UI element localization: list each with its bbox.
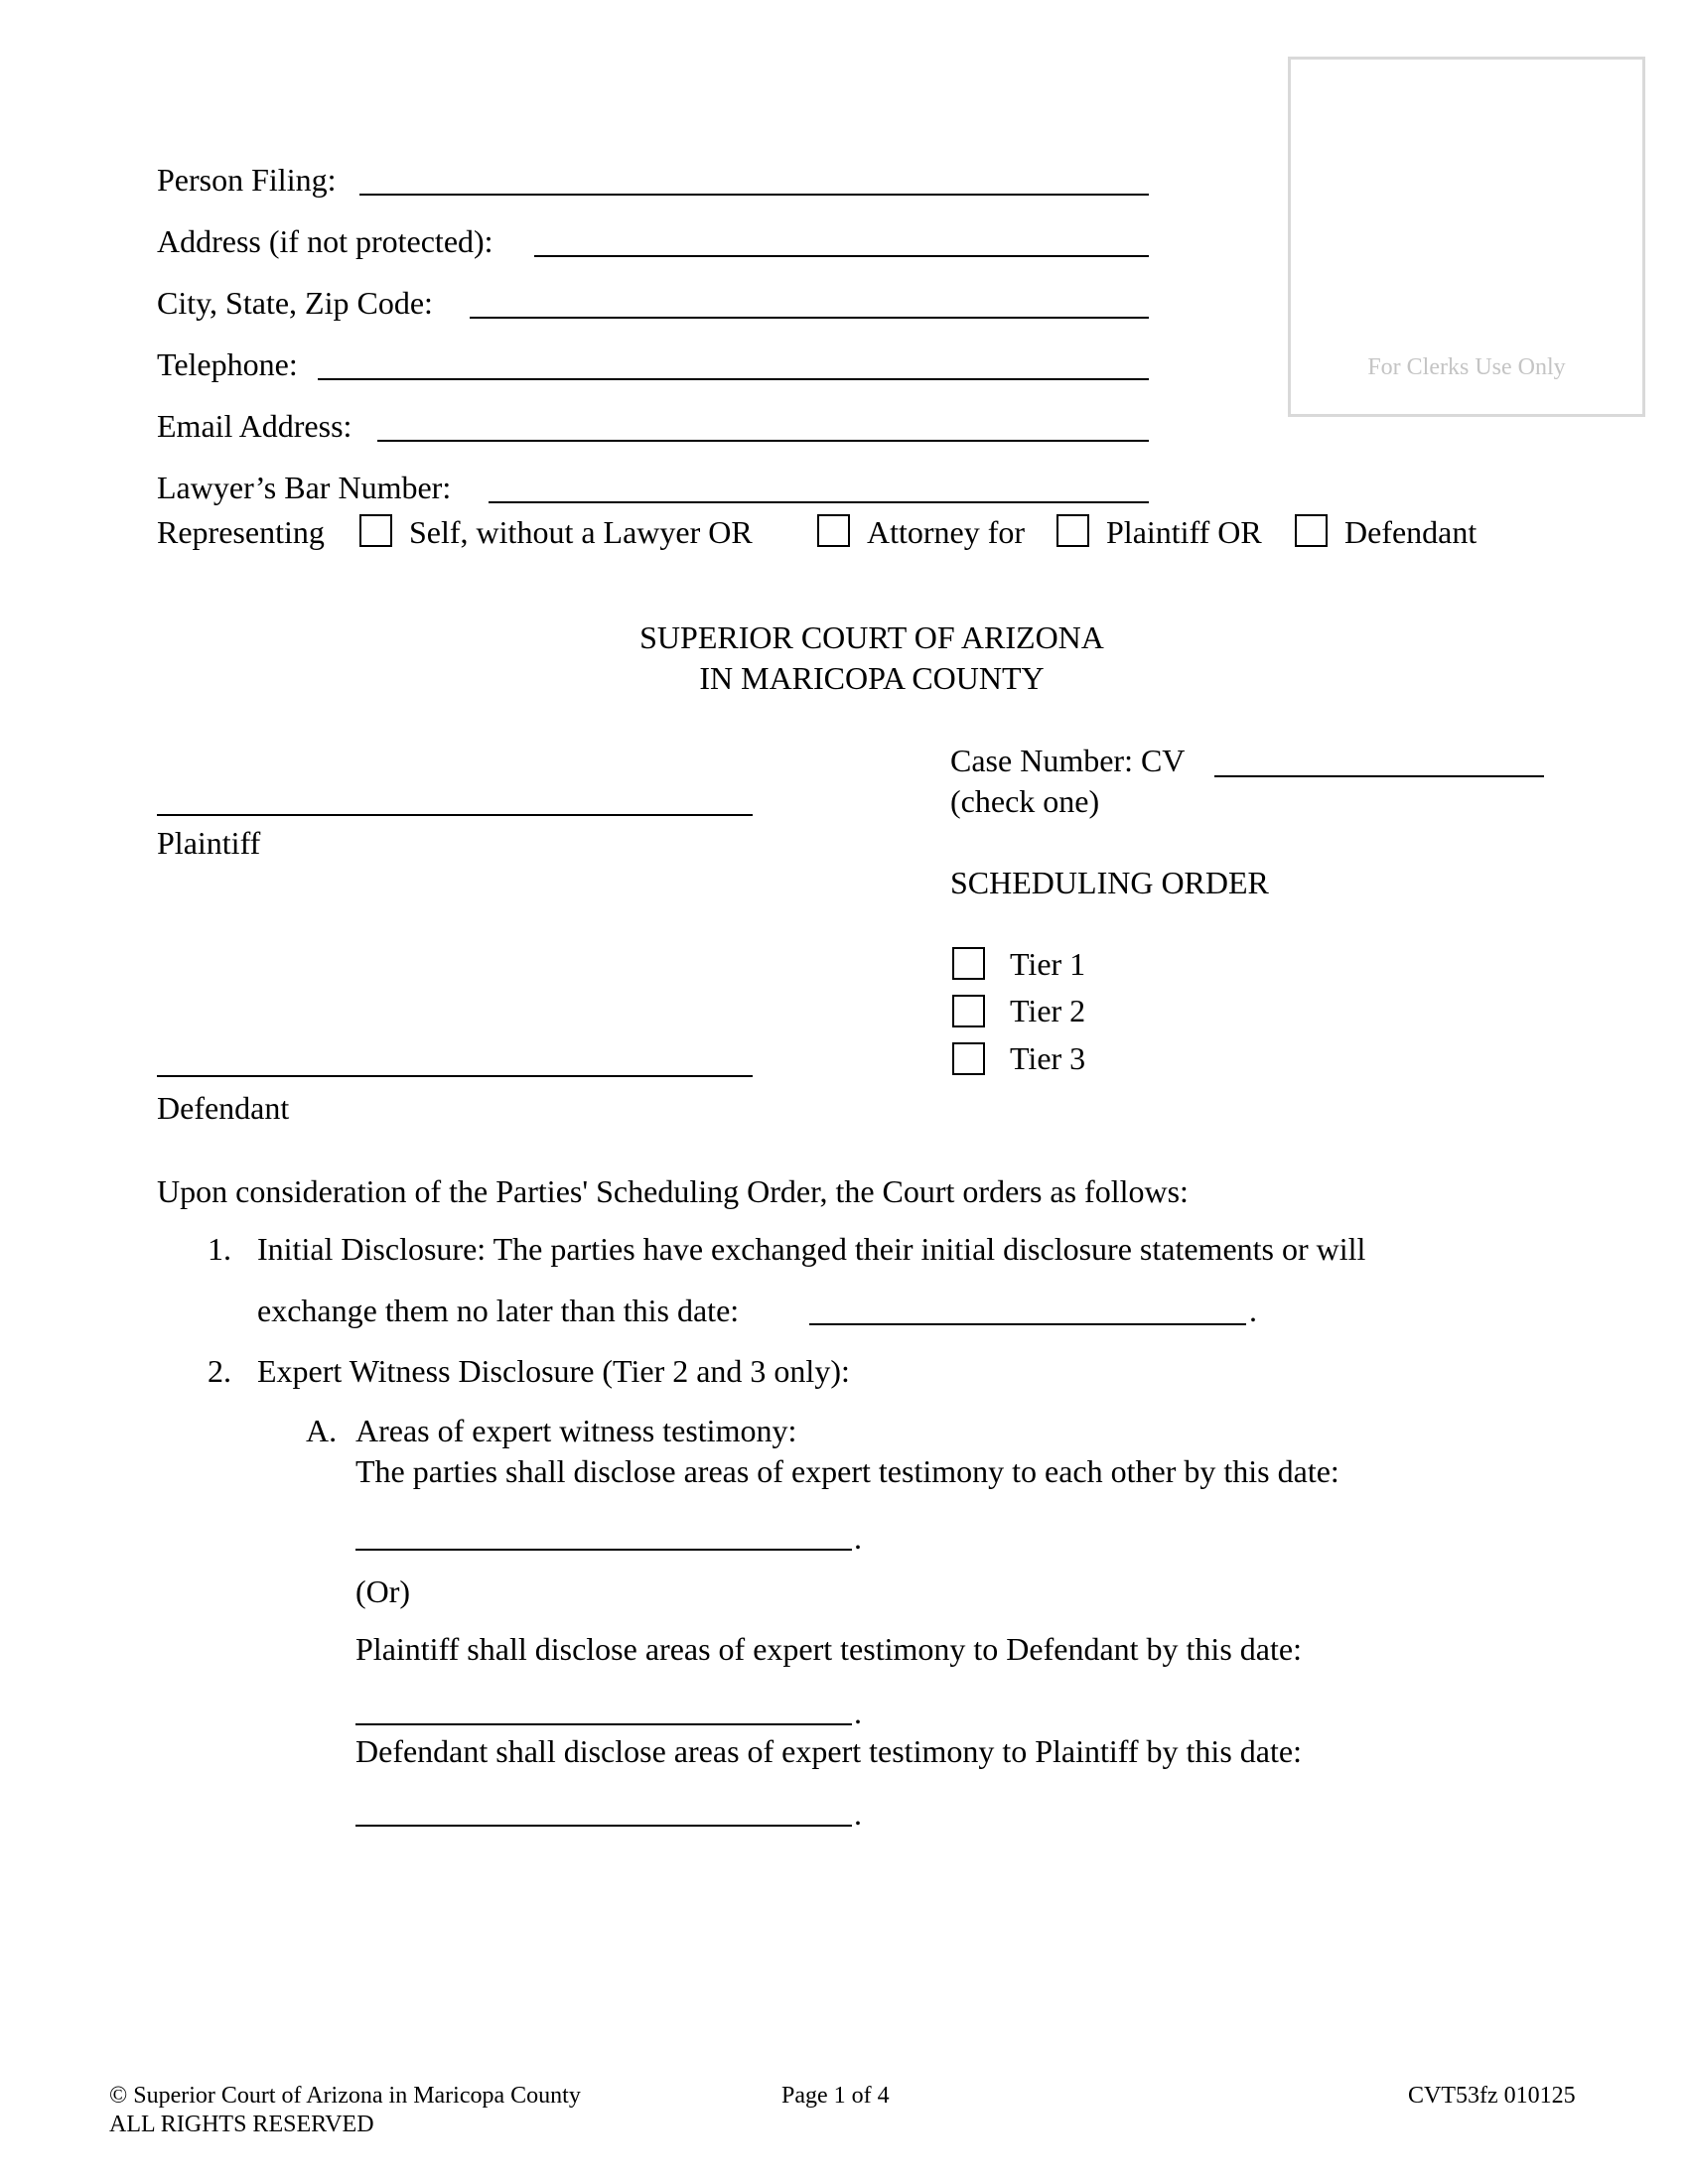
plaintiff-expert-date-field[interactable] xyxy=(355,1723,852,1725)
bar-number-label: Lawyer’s Bar Number: xyxy=(157,470,452,505)
plaintiff-period: . xyxy=(854,1695,862,1730)
tier3-label: Tier 3 xyxy=(1010,1040,1086,1076)
footer-rights: ALL RIGHTS RESERVED xyxy=(109,2112,374,2137)
order-title: SCHEDULING ORDER xyxy=(950,865,1269,900)
mutual-expert-date-field[interactable] xyxy=(355,1549,852,1551)
intro-text: Upon consideration of the Parties' Scheduling Order, the Court orders as follows: xyxy=(157,1173,1189,1209)
defendant-name-field[interactable] xyxy=(157,1075,753,1077)
self-checkbox[interactable] xyxy=(359,514,392,547)
defendant-period: . xyxy=(854,1796,862,1832)
item2-number: 2. xyxy=(208,1353,231,1389)
defendant-expert-date-field[interactable] xyxy=(355,1825,852,1827)
attorney-option-label: Attorney for xyxy=(867,514,1026,550)
city-state-zip-label: City, State, Zip Code: xyxy=(157,285,433,321)
tier1-label: Tier 1 xyxy=(1010,946,1086,982)
case-number-label: Case Number: CV xyxy=(950,743,1186,778)
plaintiff-checkbox[interactable] xyxy=(1056,514,1089,547)
defendant-option-label: Defendant xyxy=(1344,514,1477,550)
item1-line1: Initial Disclosure: The parties have exchanged their initial disclosure statements or will xyxy=(257,1231,1366,1267)
or-label: (Or) xyxy=(355,1573,411,1609)
plaintiff-option-label: Plaintiff OR xyxy=(1106,514,1262,550)
defendant-disclosure-line: Defendant shall disclose areas of expert testimony to Plaintiff by this date: xyxy=(355,1733,1302,1769)
telephone-field[interactable] xyxy=(318,378,1149,380)
self-option-label: Self, without a Lawyer OR xyxy=(409,514,753,550)
plaintiff-label: Plaintiff xyxy=(157,825,261,861)
itemA-period: . xyxy=(854,1520,862,1556)
clerk-use-box xyxy=(1288,57,1645,417)
plaintiff-name-field[interactable] xyxy=(157,814,753,816)
initial-disclosure-date-field[interactable] xyxy=(809,1323,1246,1325)
plaintiff-disclosure-line: Plaintiff shall disclose areas of expert testimony to Defendant by this date: xyxy=(355,1631,1302,1667)
defendant-checkbox[interactable] xyxy=(1295,514,1328,547)
item1-line2: exchange them no later than this date: xyxy=(257,1293,740,1328)
item1-period: . xyxy=(1249,1293,1257,1328)
defendant-label: Defendant xyxy=(157,1090,290,1126)
email-label: Email Address: xyxy=(157,408,352,444)
address-label: Address (if not protected): xyxy=(157,223,493,259)
footer-copyright: © Superior Court of Arizona in Maricopa County xyxy=(109,2083,581,2109)
item1-number: 1. xyxy=(208,1231,231,1267)
bar-number-field[interactable] xyxy=(489,501,1149,503)
tier1-checkbox[interactable] xyxy=(952,947,985,980)
telephone-label: Telephone: xyxy=(157,346,298,382)
item2-title: Expert Witness Disclosure (Tier 2 and 3 only): xyxy=(257,1353,850,1389)
court-title-line2: IN MARICOPA COUNTY xyxy=(699,660,1045,696)
clerk-use-label: For Clerks Use Only xyxy=(1367,354,1566,380)
representing-label: Representing xyxy=(157,514,325,550)
footer-form-code: CVT53fz 010125 xyxy=(1408,2083,1576,2109)
itemA-line: The parties shall disclose areas of expert testimony to each other by this date: xyxy=(355,1453,1339,1489)
tier3-checkbox[interactable] xyxy=(952,1042,985,1075)
email-field[interactable] xyxy=(377,440,1149,442)
itemA-title: Areas of expert witness testimony: xyxy=(355,1413,797,1448)
check-one-label: (check one) xyxy=(950,783,1100,819)
court-title-line1: SUPERIOR COURT OF ARIZONA xyxy=(639,619,1104,655)
address-field[interactable] xyxy=(534,255,1149,257)
itemA-letter: A. xyxy=(306,1413,338,1448)
footer-page-number: Page 1 of 4 xyxy=(781,2083,890,2109)
city-state-zip-field[interactable] xyxy=(470,317,1149,319)
attorney-checkbox[interactable] xyxy=(817,514,850,547)
person-filing-field[interactable] xyxy=(359,194,1149,196)
person-filing-label: Person Filing: xyxy=(157,162,337,198)
tier2-label: Tier 2 xyxy=(1010,993,1086,1028)
case-number-field[interactable] xyxy=(1214,775,1544,777)
tier2-checkbox[interactable] xyxy=(952,995,985,1027)
